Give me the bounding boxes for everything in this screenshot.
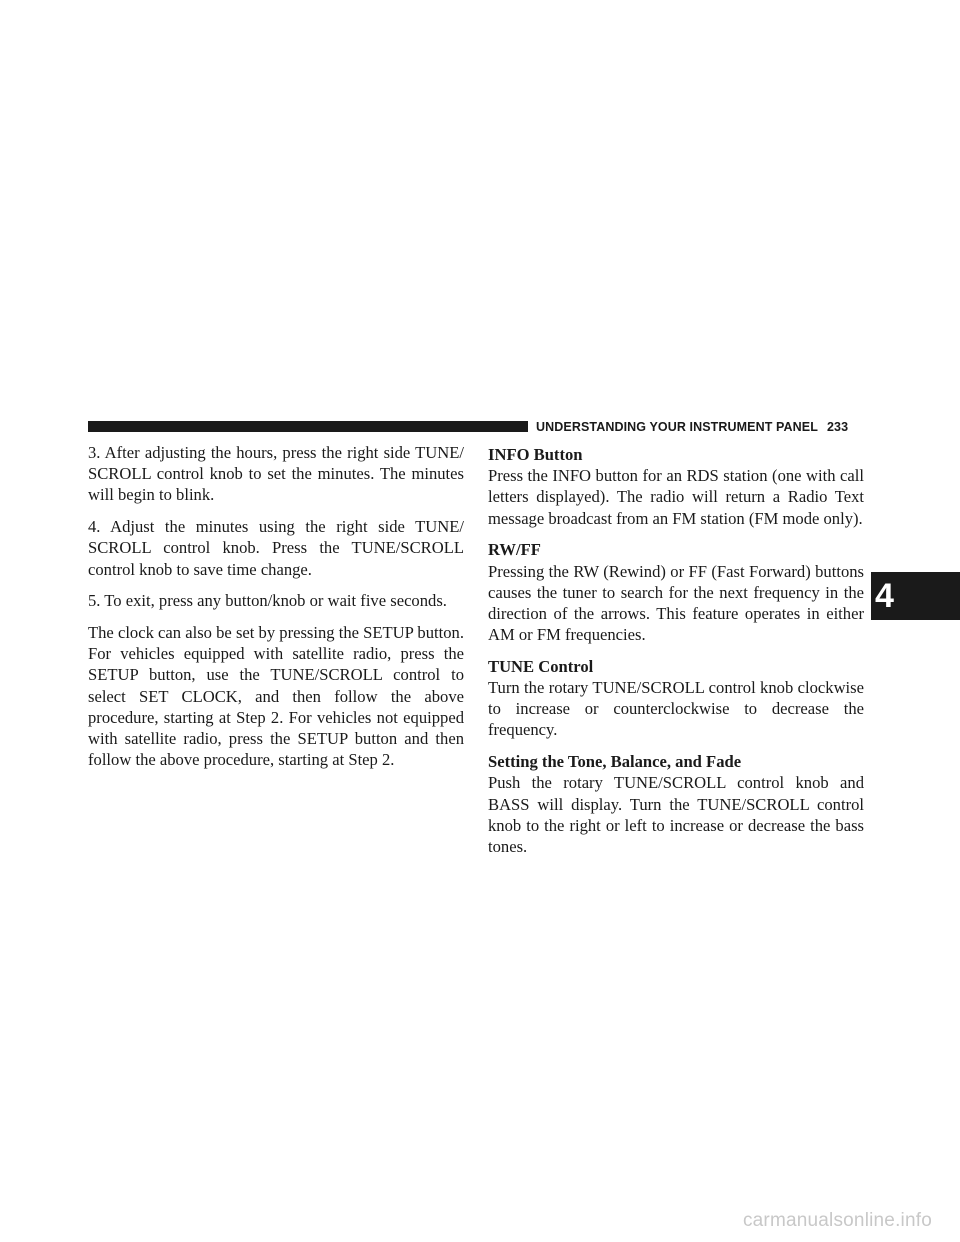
paragraph-step-3: 3. After adjusting the hours, press the right side TUNE/ SCROLL control knob to set the minutes. The minutes will begin to blink. — [88, 443, 464, 505]
chapter-tab: 4 — [871, 572, 960, 620]
section-tone-balance-fade — [488, 751, 864, 857]
section-tune-control — [488, 656, 864, 741]
section-body: Pressing the RW (Rewind) or FF (Fast Forward) buttons causes the tuner to search for the next frequency in the direction of the arrows. This feature operates in either AM or FM frequencies. — [488, 561, 864, 645]
running-header — [536, 419, 848, 435]
paragraph-step-5: 5. To exit, press any button/knob or wait five seconds. — [88, 591, 447, 611]
right-column — [488, 444, 864, 868]
section-rw-ff — [488, 539, 864, 645]
header-rule — [88, 421, 528, 432]
section-heading: TUNE Control — [488, 656, 594, 676]
section-title: UNDERSTANDING YOUR INSTRUMENT PANEL — [536, 420, 818, 434]
section-body: Press the INFO button for an RDS station (one with call letters displayed). The radio will return a Radio Text message broadcast from an FM station (FM mode only). — [488, 466, 864, 528]
left-column — [88, 442, 464, 781]
section-heading: RW/FF — [488, 540, 541, 560]
section-heading: INFO Button — [488, 445, 583, 464]
section-body: Turn the rotary TUNE/SCROLL control knob clockwise to increase or counterclockwise to decrease the frequency. — [488, 678, 864, 740]
section-heading: Setting the Tone, Balance, and Fade — [488, 752, 742, 772]
section-body: Push the rotary TUNE/SCROLL control knob and BASS will display. Turn the TUNE/SCROLL control knob to the right or left to increase or decrease the bass tones. — [488, 773, 864, 856]
page-number: 233 — [826, 420, 849, 434]
section-info-button — [488, 444, 864, 529]
paragraph-step-4: 4. Adjust the minutes using the right side TUNE/ SCROLL control knob. Press the TUNE/SCROLL control knob to save time change. — [88, 517, 464, 579]
paragraph-setup-clock: The clock can also be set by pressing the SETUP button. For vehicles equipped with satellite radio, press the SETUP button, use the TUNE/SCROLL control to select SET CLOCK, and then follow the above procedure, starting at Step 2. For vehicles not equipped with satellite radio, press the SETUP button and then follow the above procedure, starting at Step 2. — [88, 622, 464, 770]
watermark: carmanualsonline.info — [742, 1210, 932, 1231]
